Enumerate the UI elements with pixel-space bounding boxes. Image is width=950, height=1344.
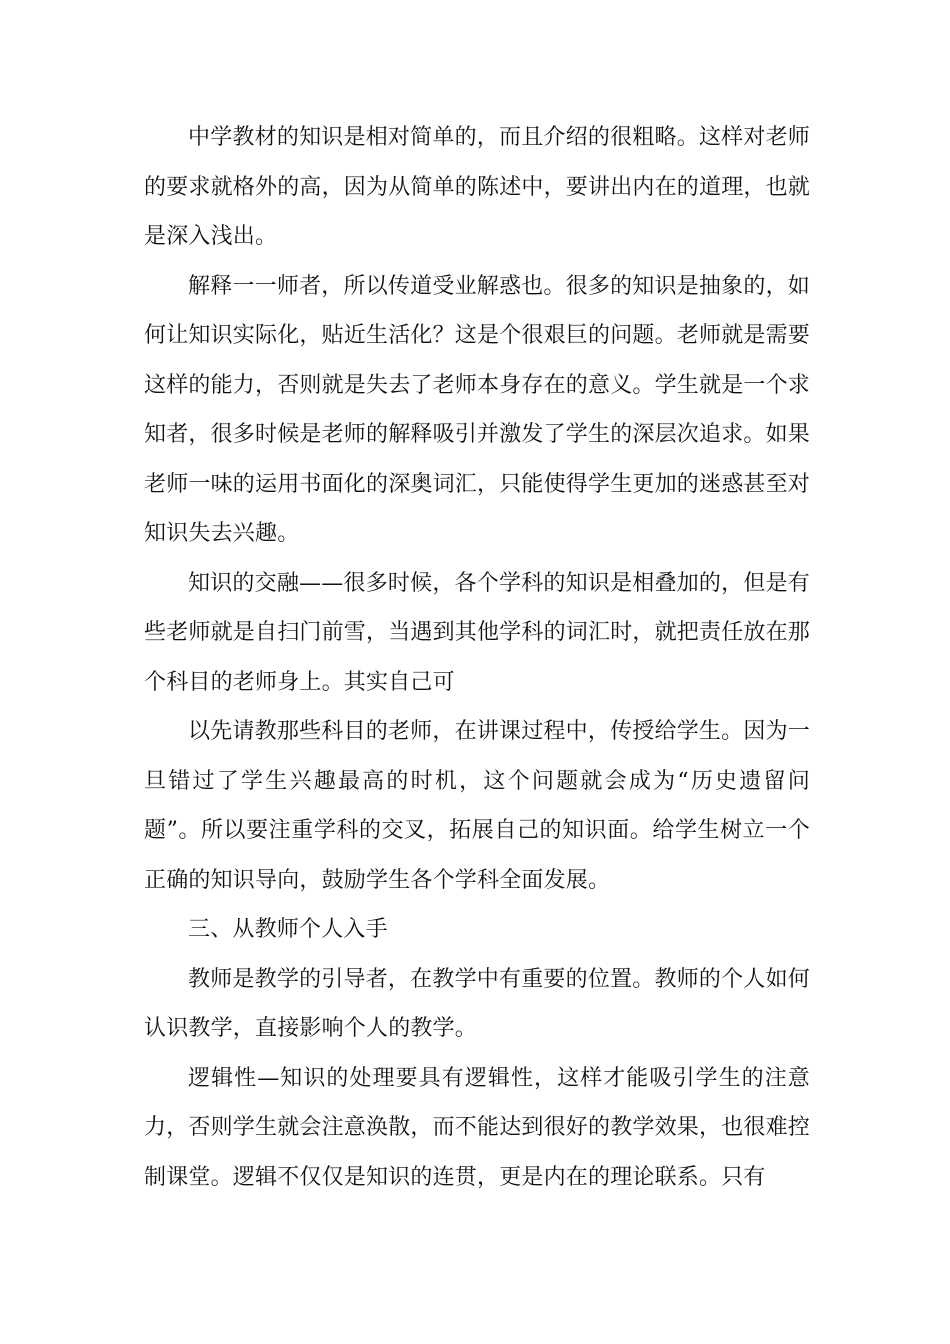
paragraph-logic: 逻辑性—知识的处理要具有逻辑性，这样才能吸引学生的注意力，否则学生就会注意涣散，而不能达到很好的教学效果，也很难控制课堂。逻辑不仅仅是知识的连贯，更是内在的理论联系。只有 [144, 1065, 811, 1190]
paragraph-explanation: 解释一一师者，所以传道受业解惑也。很多的知识是抽象的，如何让知识实际化，贴近生活化？这是个很艰巨的问题。老师就是需要这样的能力，否则就是失去了老师本身存在的意义。学生就是一个求知者，很多时候是老师的解释吸引并激发了学生的深层次追求。如果老师一味的运用书面化的深奥词汇，只能使得学生更加的迷惑甚至对知识失去兴趣。 [144, 273, 811, 546]
document-body [144, 113, 810, 1202]
paragraph-textbook-knowledge: 中学教材的知识是相对简单的，而且介绍的很粗略。这样对老师的要求就格外的高，因为从简单的陈述中，要讲出内在的道理，也就是深入浅出。 [144, 125, 811, 249]
paragraph-teacher-role: 教师是教学的引导者，在教学中有重要的位置。教师的个人如何认识教学，直接影响个人的教学。 [144, 966, 810, 1041]
paragraph-knowledge-fusion: 知识的交融——很多时候，各个学科的知识是相叠加的，但是有些老师就是自扫门前雪，当遇到其他学科的词汇时，就把责任放在那个科目的老师身上。其实自己可 [144, 570, 811, 695]
section-heading-teacher: 三、从教师个人入手 [188, 917, 388, 942]
paragraph-knowledge-fusion-continued: 以先请教那些科目的老师，在讲课过程中，传授给学生。因为一旦错过了学生兴趣最高的时机，这个问题就会成为“历史遗留问题”。所以要注重学科的交叉，拓展自己的知识面。给学生树立一个正确的知识导向，鼓励学生各个学科全面发展。 [144, 719, 810, 893]
